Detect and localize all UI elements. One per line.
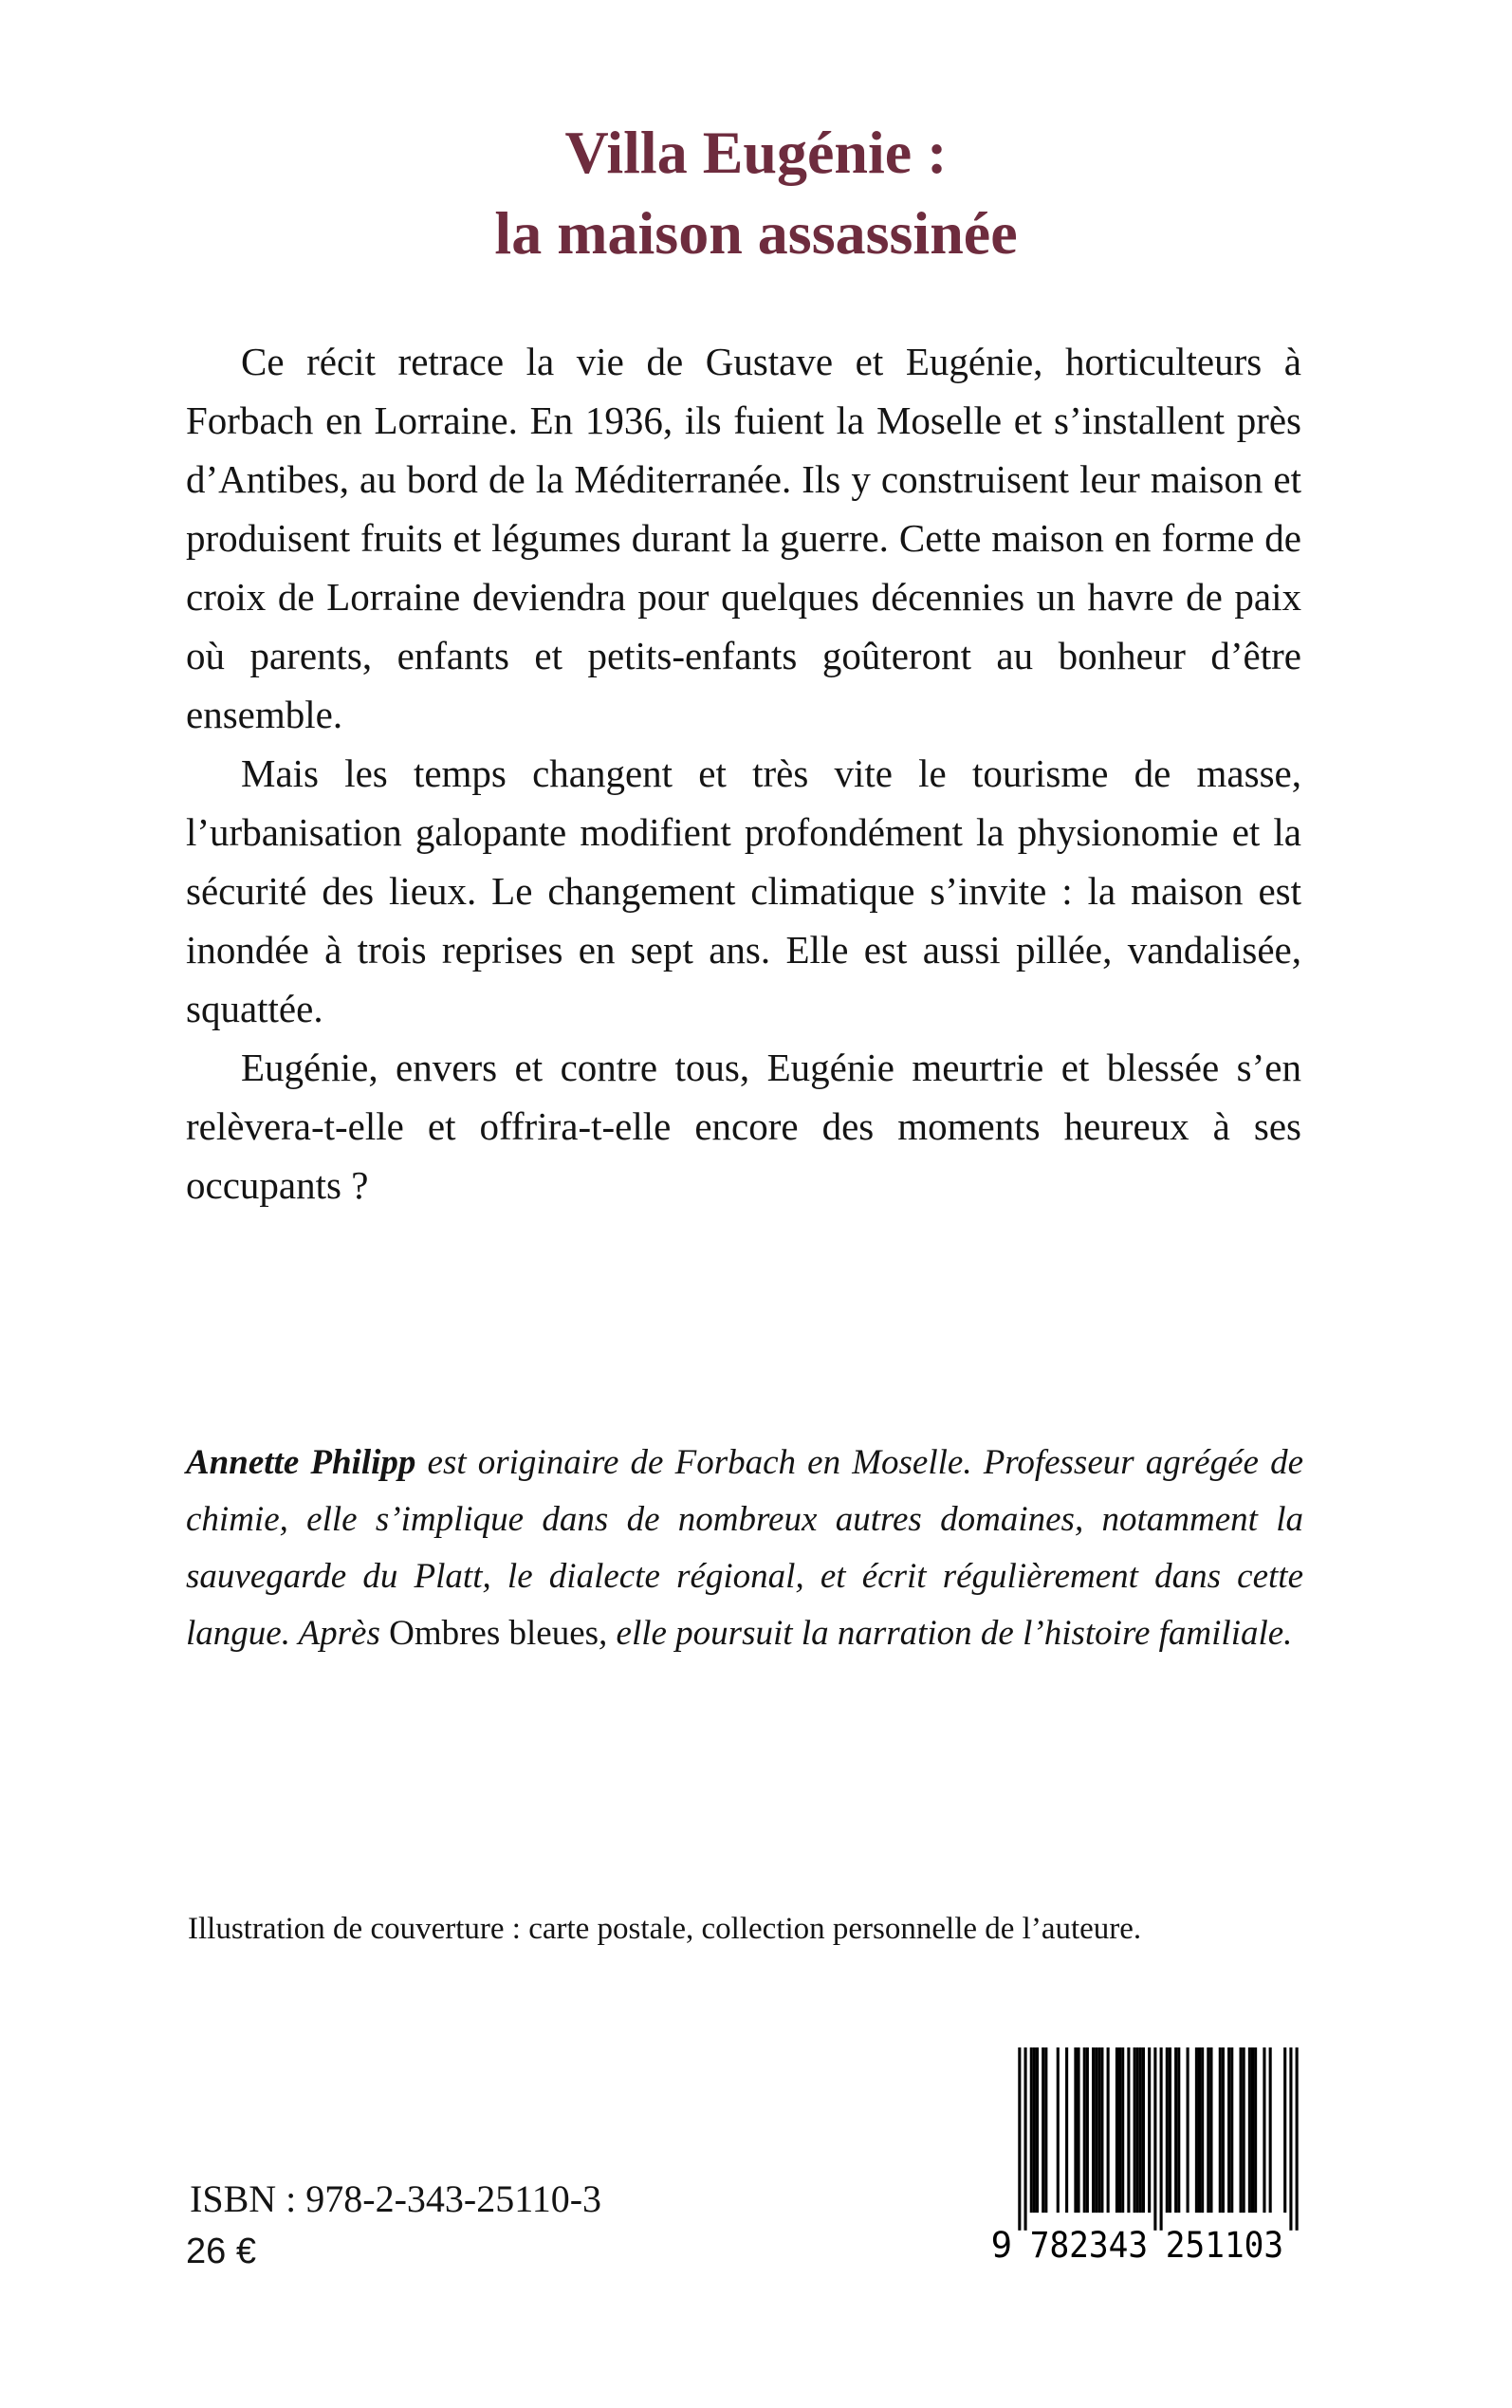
isbn-text: ISBN : 978-2-343-25110-3 bbox=[190, 2177, 602, 2220]
title-line-2: la maison assassinée bbox=[494, 199, 1018, 268]
book-title bbox=[0, 112, 1512, 273]
book-reference: Ombres bleues bbox=[389, 1614, 599, 1653]
title-line-1: Villa Eugénie : bbox=[564, 119, 948, 186]
barcode-svg bbox=[988, 2047, 1301, 2263]
bio-text-end: , elle poursuit la narration de l’histoire familiale. bbox=[599, 1614, 1293, 1653]
price-text: 26 € bbox=[186, 2232, 256, 2271]
barcode bbox=[988, 2047, 1301, 2263]
barcode-digit-first: 9 bbox=[990, 2223, 1013, 2263]
synopsis bbox=[186, 332, 1301, 1214]
synopsis-paragraph-3: Eugénie, envers et contre tous, Eugénie meurtrie et blessée s’en relèvera-t-elle et offrira-t-elle encore des moments heureux à ses occupants ? bbox=[186, 1046, 1301, 1207]
bio-text-middle: est originaire de Forbach en Moselle. Professeur agrégée de chimie, elle s’implique dans de nombreux autres domaines, notamment la sauvegarde du Platt, le dialecte régional, et écrit régulièrement dans cette langue. Après bbox=[186, 1443, 1303, 1653]
barcode-digits-left: 782343 bbox=[1029, 2223, 1149, 2263]
synopsis-paragraph-1: Ce récit retrace la vie de Gustave et Eugénie, horticulteurs à Forbach en Lorraine. En 1936, ils fuient la Moselle et s’installent près d’Antibes, au bord de la Méditerranée. Ils y construisent leur maison et produisent fruits et légumes durant la guerre. Cette maison en forme de croix de Lorraine deviendra pour quelques décennies un havre de paix où parents, enfants et petits-enfants goûteront au bonheur d’être ensemble. bbox=[186, 340, 1301, 736]
cover-illustration-credit: Illustration de couverture : carte postale, collection personnelle de l’auteure. bbox=[188, 1912, 1142, 1946]
author-bio bbox=[186, 1435, 1303, 1662]
barcode-bars bbox=[1018, 2047, 1298, 2231]
author-name: Annette Philipp bbox=[186, 1443, 416, 1482]
barcode-digits-right: 251103 bbox=[1165, 2223, 1284, 2263]
synopsis-paragraph-2: Mais les temps changent et très vite le tourisme de masse, l’urbanisation galopante modifient profondément la physionomie et la sécurité des lieux. Le changement climatique s’invite : la maison est inondée à trois reprises en sept ans. Elle est aussi pillée, vandalisée, squattée. bbox=[186, 751, 1301, 1030]
